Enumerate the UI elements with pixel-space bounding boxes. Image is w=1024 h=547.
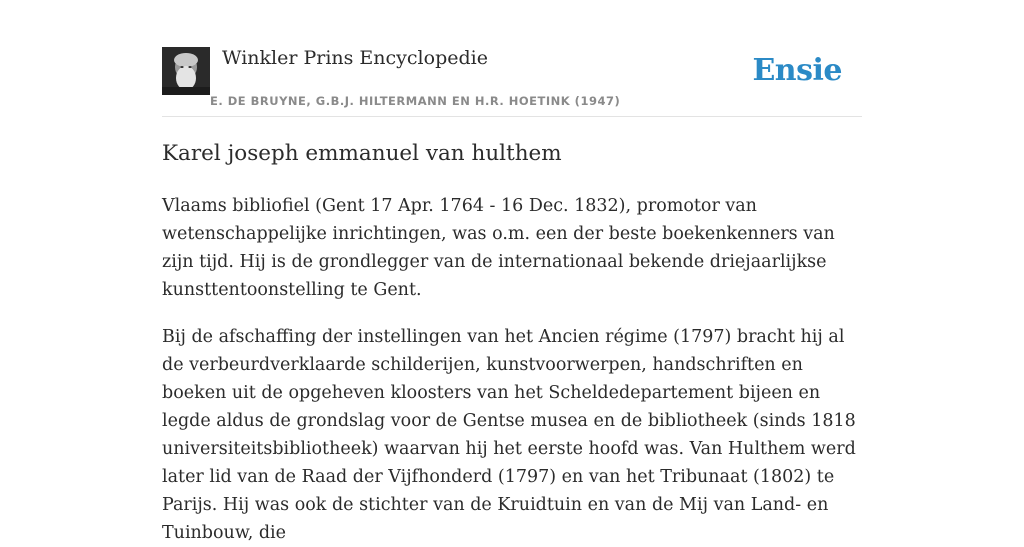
article-paragraph: Vlaams bibliofiel (Gent 17 Apr. 1764 - 16 Dec. 1832), promotor van wetenschappelijke inrichtingen, was o.m. een der beste boekenkenners van zijn tijd. Hij is de grondlegger van de internationaal bekende driejaarlijkse kunsttentoonstelling te Gent. xyxy=(162,196,835,300)
author-avatar[interactable] xyxy=(162,47,210,95)
site-header xyxy=(162,45,862,117)
article-title: Karel joseph emmanuel van hulthem xyxy=(162,141,562,166)
source-title[interactable]: Winkler Prins Encyclopedie xyxy=(222,47,488,69)
ensie-logo[interactable]: Ensie xyxy=(752,53,842,88)
article xyxy=(162,138,862,547)
source-authors: E. DE BRUYNE, G.B.J. HILTERMANN EN H.R. HOETINK (1947) xyxy=(210,94,621,108)
portrait-photo-icon xyxy=(162,47,210,95)
article-paragraph: Bij de afschaffing der instellingen van het Ancien régime (1797) bracht hij al de verbeurdverklaarde schilderijen, kunstvoorwerpen, handschriften en boeken uit de opgeheven kloosters van het Scheldedepartement bijeen en legde aldus de grondslag voor de Gentse musea en de bibliotheek (sinds 1818 universiteitsbibliotheek) waarvan hij het eerste hoofd was. Van Hulthem werd later lid van de Raad der Vijfhonderd (1797) en van het Tribunaat (1802) te Parijs. Hij was ook de stichter van de Kruidtuin en van de Mij van Land- en Tuinbouw, die xyxy=(162,327,856,543)
